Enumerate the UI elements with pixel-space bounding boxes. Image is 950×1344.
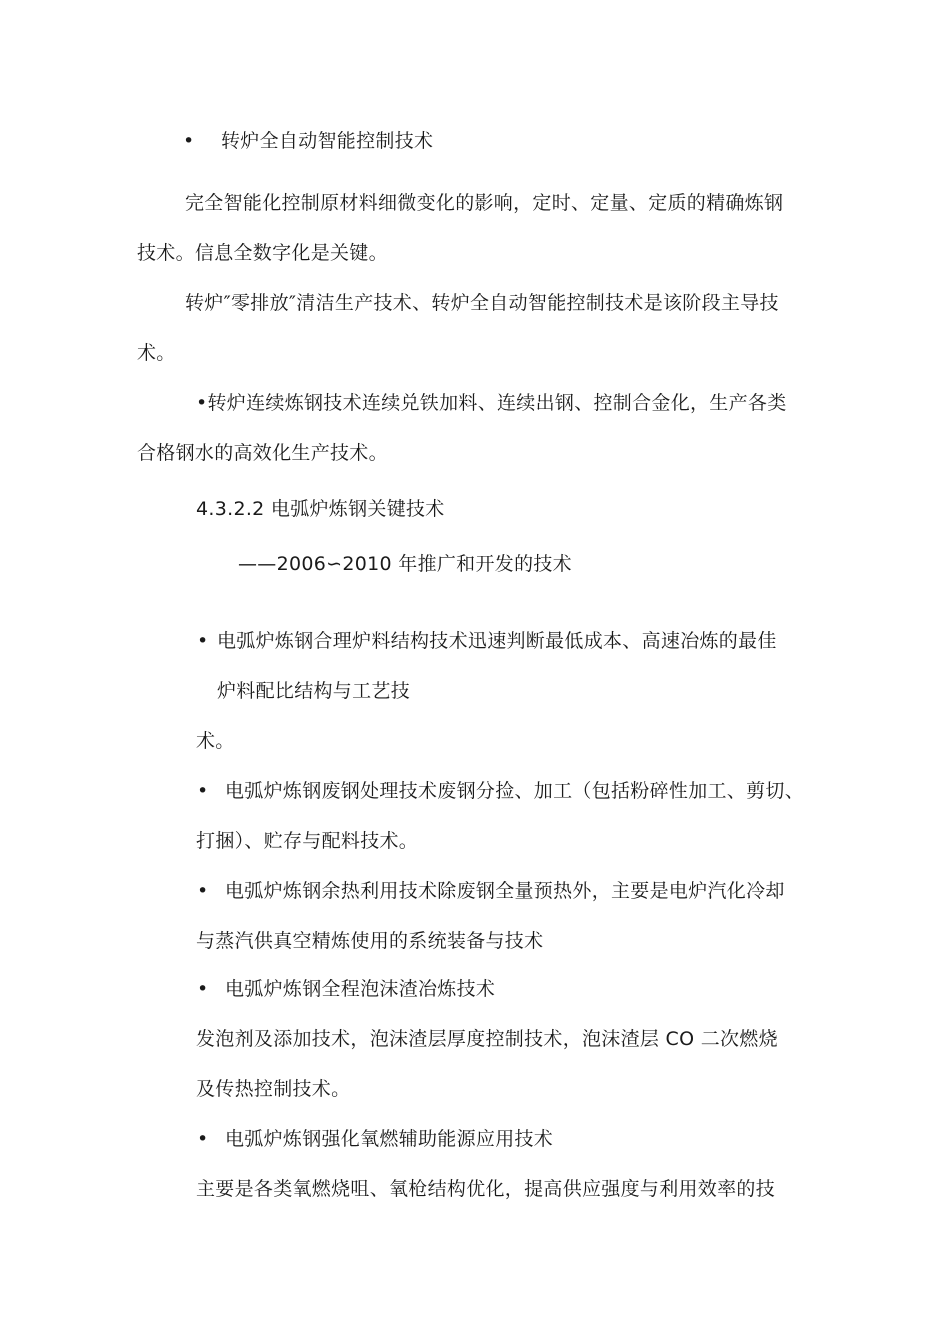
paragraph-line: 主要是各类氧燃烧咀、氧枪结构优化，提高供应强度与利用效率的技: [196, 1178, 776, 1200]
bullet-item: [197, 1127, 553, 1151]
section-heading: 4.3.2.2 电弧炉炼钢关键技术: [196, 498, 445, 520]
bullet-text: 电弧炉炼钢余热利用技术除废钢全量预热外，主要是电炉汽化冷却: [225, 880, 785, 902]
bullet-text: 电弧炉炼钢合理炉料结构技术迅速判断最低成本、高速冶炼的最佳: [217, 630, 777, 652]
paragraph-line: 打捆）、贮存与配料技术。: [196, 830, 419, 852]
bullet-item: [197, 879, 785, 903]
paragraph-line: 术。: [196, 730, 235, 752]
paragraph-line: 技术。信息全数字化是关键。: [137, 242, 388, 264]
paragraph-line: 转炉″零排放″清洁生产技术、转炉全自动智能控制技术是该阶段主导技: [185, 292, 779, 314]
section-subtitle: ——2006∽2010 年推广和开发的技术: [238, 553, 572, 575]
bullet-text: 电弧炉炼钢废钢处理技术废钢分捡、加工（包括粉碎性加工、剪切、: [225, 780, 805, 802]
bullet-text: 转炉全自动智能控制技术: [221, 130, 434, 152]
paragraph-line: 发泡剂及添加技术，泡沫渣层厚度控制技术，泡沫渣层 CO 二次燃烧: [196, 1028, 778, 1050]
bullet-text: 电弧炉炼钢强化氧燃辅助能源应用技术: [225, 1128, 554, 1150]
paragraph-line: 及传热控制技术。: [196, 1078, 351, 1100]
paragraph-line: 术。: [137, 342, 176, 364]
bullet-item: [197, 977, 495, 1001]
bullet-icon: •: [197, 1128, 209, 1150]
paragraph-line: 完全智能化控制原材料细微变化的影响，定时、定量、定质的精确炼钢: [185, 192, 784, 214]
bullet-icon: •: [183, 130, 195, 152]
bullet-icon: •: [197, 978, 209, 1000]
paragraph-line: 与蒸汽供真空精炼使用的系统装备与技术: [196, 930, 544, 952]
bullet-text: 电弧炉炼钢全程泡沫渣冶炼技术: [225, 978, 496, 1000]
bullet-icon: •: [197, 630, 209, 652]
bullet-item: [183, 129, 433, 153]
paragraph-line: 炉料配比结构与工艺技: [217, 680, 411, 702]
paragraph-line: •转炉连续炼钢技术连续兑铁加料、连续出钢、控制合金化，生产各类: [196, 392, 787, 414]
bullet-icon: •: [197, 780, 209, 802]
bullet-item: [197, 779, 804, 803]
paragraph-line: 合格钢水的高效化生产技术。: [137, 442, 388, 464]
bullet-icon: •: [197, 880, 209, 902]
bullet-item: [197, 629, 777, 653]
